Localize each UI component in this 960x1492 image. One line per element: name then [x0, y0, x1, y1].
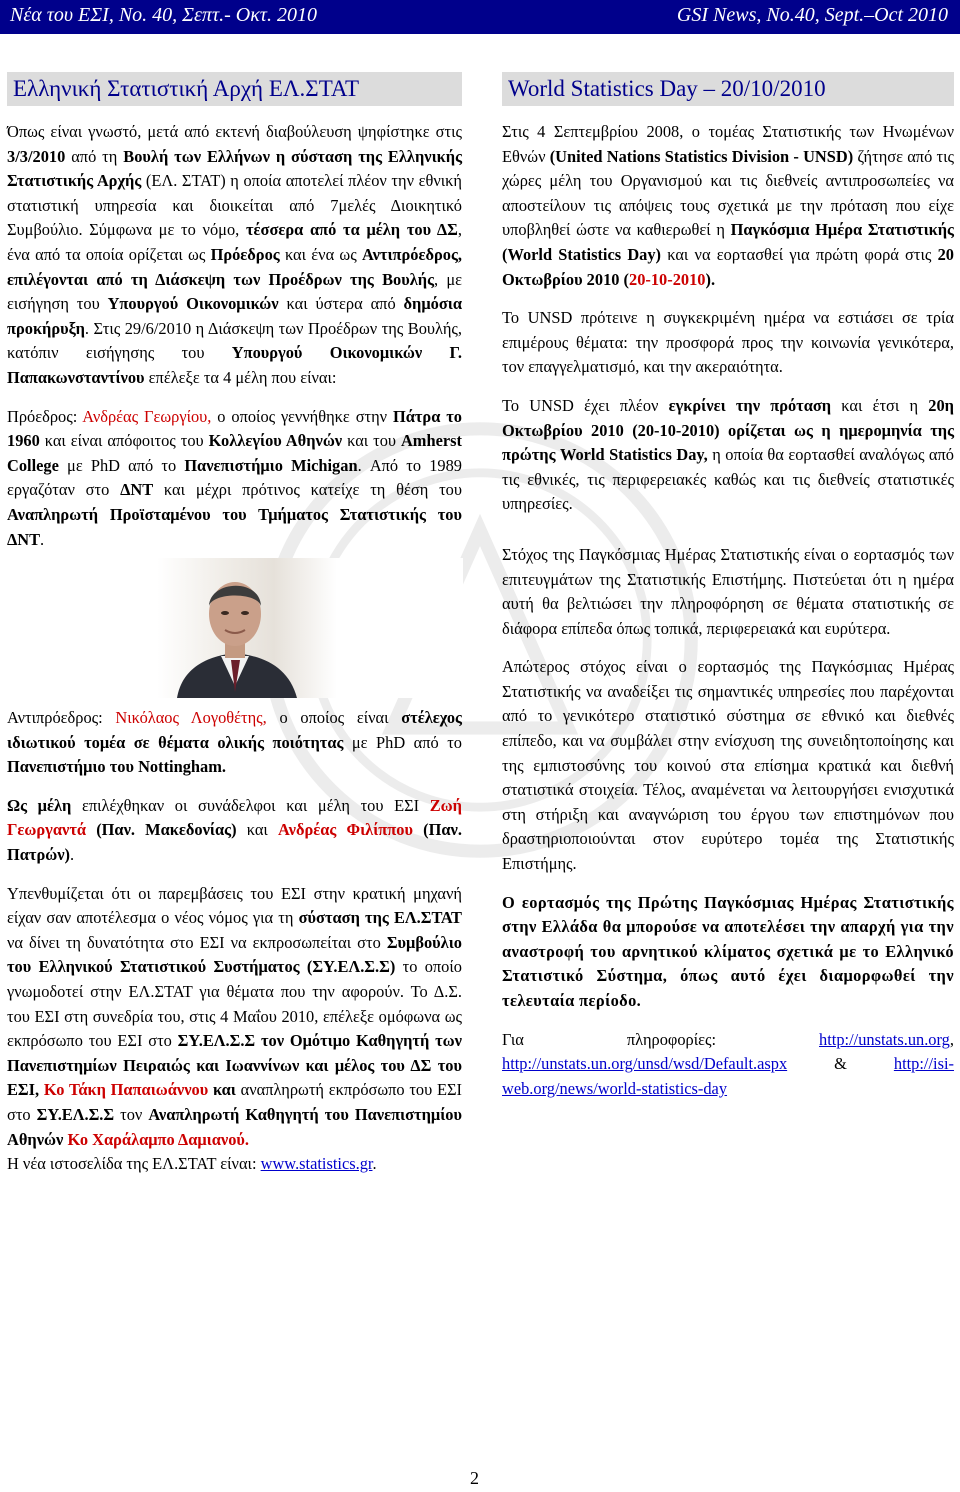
wsd-paragraph-6: Ο εορτασμός της Πρώτης Παγκόσμιας Ημέρας Στατιστικής στην Ελλάδα θα μπορούσε να αποτελέσει την απαρχή για την αναστροφή του αρνητικού κλίματος σχετικά με το Ελληνικό Στατιστικό Σύστημα, όπως αυτό έχει διαμορφωθεί την τελευταία περίοδο. — [502, 892, 954, 1010]
esi-representation-paragraph: Υπενθυμίζεται ότι οι παρεμβάσεις του ΕΣΙ στην κρατική μηχανή είχαν σαν αποτέλεσμα ο νέος νόμος για τη σύσταση της ΕΛ.ΣΤΑΤ να δίνει τη δυνατότητα στο ΕΣΙ να εκπροσωπείται στο Συμβούλιο του Ελληνικού Στατιστικού Συστήματος (ΣΥ.ΕΛ.Σ.Σ) το οποίο γνωμοδοτεί στην ΕΛ.ΣΤΑΤ για θέματα που την αφορούν. Το Δ.Σ. του ΕΣΙ στη συνεδρία του, στις 4 Μαΐου 2010, επέλεξε ομόφωνα ως εκπρόσωπο του ΕΣΙ στο ΣΥ.ΕΛ.Σ.Σ τον Ομότιμο Καθηγητή των Πανεπιστημίων Πειραιώς και Ιωαννίνων και μέλος του ΔΣ του ΕΣΙ, Κο Τάκη Παπαιωάννου και αναπληρωτή εκπρόσωπο του ΕΣΙ στο ΣΥ.ΕΛ.Σ.Σ τον Αναπληρωτή Καθηγητή του Πανεπιστημίου Αθηνών Κο Χαράλαμπο Δαμιανού. — [7, 883, 462, 1149]
header-right-title: GSI News, No.40, Sept.–Oct 2010 — [676, 4, 948, 26]
wsd-paragraph-3: Το UNSD έχει πλέον εγκρίνει την πρόταση και έτσι η 20η Οκτωβρίου 2010 (20-10-2010) ορίζεται ως η ημερομηνία της πρώτης World Statistics Day, η οποία θα εορτασθεί αναλόγως από τις εθνικές, τις περιφερειακές καθώς και τις διεθνείς στατιστικές υπηρεσίες. — [502, 395, 954, 514]
page-number: 2 — [470, 1468, 479, 1488]
president-paragraph: Πρόεδρος: Ανδρέας Γεωργίου, ο οποίος γεννήθηκε στην Πάτρα το 1960 και είναι απόφοιτος του Κολλεγίου Αθηνών και του Amherst College με PhD από το Πανεπιστήμιο Michigan. Από το 1989 εργαζόταν στο ΔΝΤ και μέχρι πρότινος κατείχε τη θέση του Αναπληρωτή Προϊσταμένου του Τμήματος Στατιστικής του ΔΝΤ. — [7, 406, 462, 549]
vice-president-paragraph: Αντιπρόεδρος: Νικόλαος Λογοθέτης, ο οποίος είναι στέλεχος ιδιωτικού τομέα σε θέματα ολικής ποιότητας με PhD από το Πανεπιστήμιο του Nottingham. — [7, 708, 462, 777]
unstats-link[interactable]: http://unstats.un.org — [819, 1029, 950, 1049]
isi-wsd-link[interactable]: http://isi-web.org/news/world-statistics-day — [502, 1054, 954, 1098]
wsd-info-paragraph: Για πληροφορίες: http://unstats.un.org, http://unstats.un.org/unsd/wsd/Default.aspx & http://isi-web.org/news/world-statistics-day — [502, 1029, 954, 1098]
elstat-heading: Ελληνική Στατιστική Αρχή ΕΛ.ΣΤΑΤ — [7, 72, 462, 106]
wsd-heading: World Statistics Day – 20/10/2010 — [502, 72, 954, 106]
elstat-website-paragraph: Η νέα ιστοσελίδα της ΕΛ.ΣΤΑΤ είναι: www.statistics.gr. — [7, 1154, 377, 1174]
wsd-paragraph-4: Στόχος της Παγκόσμιας Ημέρας Στατιστικής είναι ο εορτασμός των επιτευγμάτων της Στατιστικής Επιστήμης. Πιστεύεται ότι η ημέρα αυτή θα βελτιώσει την πληροφόρηση σε θέματα στατιστικής σε διάφορα επίπεδα όπως τοπικά, περιφερειακά και ευρύτερα. — [502, 544, 954, 638]
left-column — [7, 72, 462, 1177]
members-paragraph: Ως μέλη επιλέχθηκαν οι συνάδελφοι και μέλη του ΕΣΙ Ζωή Γεωργαντά (Παν. Μακεδονίας) και Ανδρέας Φιλίππου (Παν. Πατρών). — [7, 795, 462, 865]
wsd-paragraph-2: Το UNSD πρότεινε η συγκεκριμένη ημέρα να εστιάσει σε τρία επιμέρους θέματα: την προσφορά προς την κοινωνία γενικότερα, τον επαγγελματισμό, και την ακεραιότητα. — [502, 308, 954, 377]
header-left-title: Νέα του ΕΣΙ, Νο. 40, Σεπτ.- Οκτ. 2010 — [10, 4, 317, 26]
header-bar — [0, 0, 960, 34]
elstat-paragraph-1: Όπως είναι γνωστό, μετά από εκτενή διαβούλευση ψηφίστηκε στις 3/3/2010 από τη Βουλή των Ελλήνων η σύσταση της Ελληνικής Στατιστικής Αρχής (ΕΛ. ΣΤΑΤ) η οποία αποτελεί πλέον την εθνική στατιστική υπηρεσία και διοικείται από 7μελές Διοικητικό Συμβούλιο. Σύμφωνα με το νόμο, τέσσερα από τα μέλη του ΔΣ, ένα από τα οποία ορίζεται ως Πρόεδρος και ένα ως Αντιπρόεδρος, επιλέγονται από τη Διάσκεψη των Προέδρων της Βουλής, με εισήγηση του Υπουργού Οικονομικών και ύστερα από δημόσια προκήρυξη. Στις 29/6/2010 η Διάσκεψη των Προέδρων της Βουλής, κατόπιν εισήγησης του Υπουργού Οικονομικών Γ. Παπακωνσταντίνου επέλεξε τα 4 μέλη που είναι: — [7, 122, 463, 387]
statistics-gr-link[interactable]: www.statistics.gr — [260, 1154, 373, 1174]
wsd-paragraph-5: Απώτερος στόχος είναι ο εορτασμός της Παγκόσμιας Ημέρας Στατιστικής να αναδείξει τις σημαντικές υπηρεσίες που παρέχονται από το γενικότερο στατιστικό σύστημα σε εθνικό και διεθνές επίπεδο, και να συμβάλει στην ενίσχυση της συνειδητοποίησης και της εμπιστοσύνης του κοινού στα επίσημα κρατικά και διεθνή στατιστικά στοιχεία. Τέλος, αναμένεται να λειτουργήσει ενισχυτικά στη στήριξη και αναγνώριση του έργου των επιστημόνων που δραστηριοποιούνται στον ευρύτερο τομέα της Στατιστικής Επιστήμης. — [502, 657, 954, 874]
president-portrait-photo — [7, 558, 463, 698]
wsd-paragraph-1: Στις 4 Σεπτεμβρίου 2008, ο τομέας Στατιστικής των Ηνωμένων Εθνών (United Nations Statistics Division - UNSD) ζήτησε από τις χώρες μέλη του Οργανισμού και τις διεθνείς αντιπροσωπείες να αποστείλουν τις απόψεις τους σχετικά με την πρόταση που είχε υποβληθεί ώστε να καθιερωθεί η Παγκόσμια Ημέρα Στατιστικής (World Statistics Day) και να εορτασθεί για πρώτη φορά στις 20 Οκτωβρίου 2010 (20-10-2010). — [502, 122, 954, 289]
unsd-wsd-link[interactable]: http://unstats.un.org/unsd/wsd/Default.aspx — [502, 1054, 788, 1074]
right-column — [502, 72, 954, 1101]
